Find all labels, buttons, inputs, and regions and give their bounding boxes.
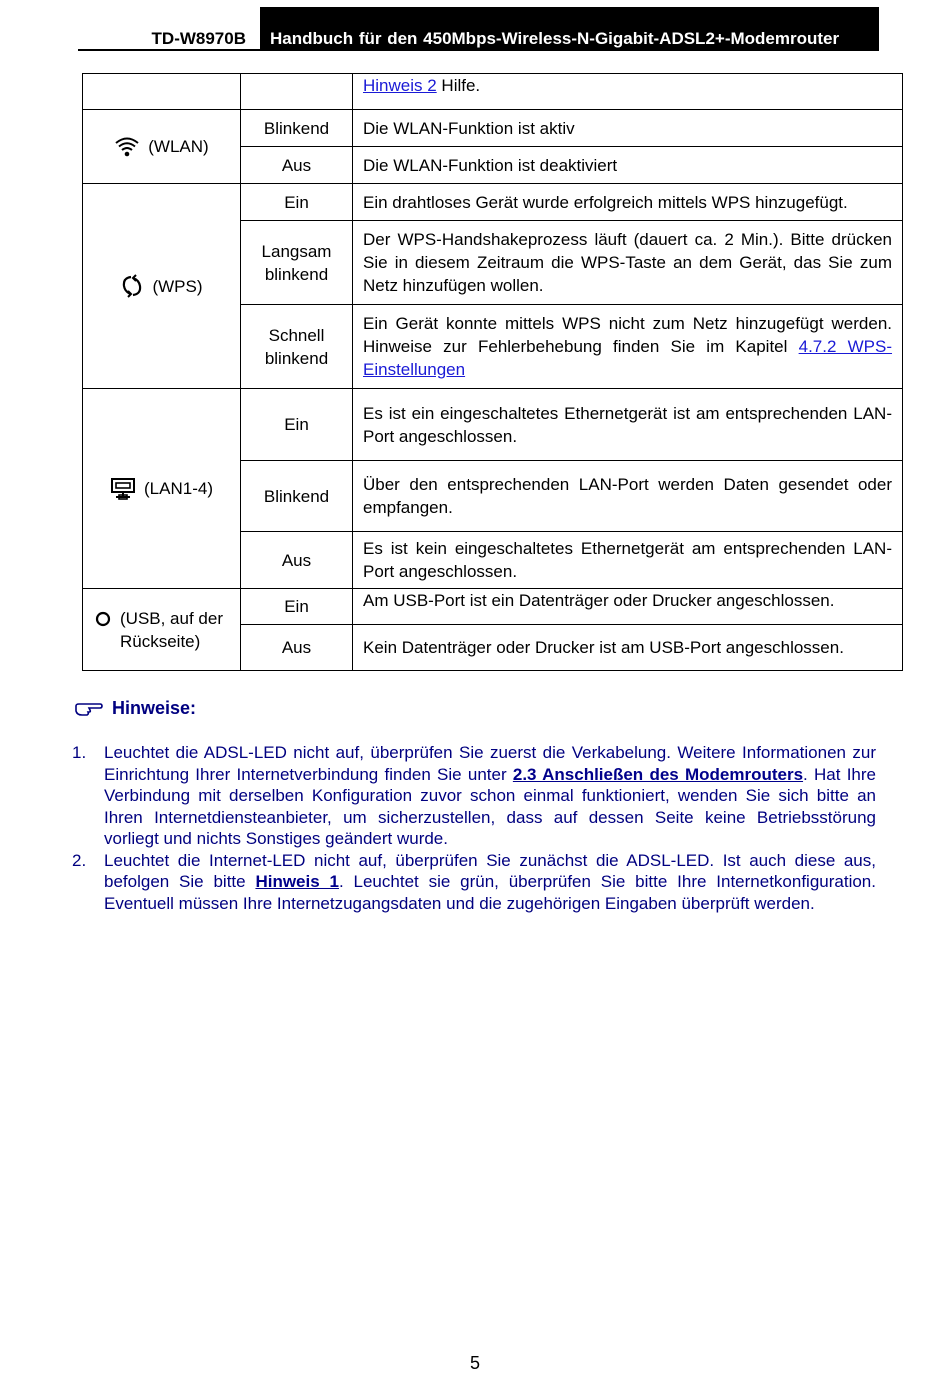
top-row-text: Hilfe.	[436, 76, 481, 95]
led-state: Ein	[241, 184, 353, 221]
note-text	[104, 850, 876, 915]
lan-icon	[110, 477, 136, 501]
led-state: Blinkend	[241, 110, 353, 147]
led-state: Ein	[241, 389, 353, 461]
hinweis-1-link[interactable]: Hinweis 1	[255, 872, 339, 891]
list-item	[72, 850, 876, 915]
led-name-cell-lan	[83, 389, 241, 589]
led-description: Die WLAN-Funktion ist deaktiviert	[353, 147, 903, 184]
led-name-usb: (USB, auf der Rückseite)	[120, 608, 223, 651]
led-state: Aus	[241, 147, 353, 184]
usb-circle-icon	[95, 611, 111, 627]
led-name-cell-usb	[83, 589, 241, 671]
table-cell	[353, 74, 903, 110]
wps-settings-link[interactable]: 4.7.2 WPS-Einstellungen	[363, 337, 893, 379]
wps-fail-text: Ein Gerät konnte mittels WPS nicht zum Netz hinzugefügt werden. Hinweise zur Fehlerbehebung finden Sie im Kapitel	[363, 314, 892, 356]
header-rule	[78, 49, 260, 51]
led-name-wps: (WPS)	[152, 276, 203, 296]
led-description: Am USB-Port ist ein Datenträger oder Drucker angeschlossen.	[353, 589, 903, 625]
table-row	[83, 184, 903, 221]
table-row	[83, 74, 903, 110]
led-state: Ein	[241, 589, 353, 625]
wifi-icon	[114, 136, 140, 158]
table-cell	[241, 74, 353, 110]
list-item	[72, 742, 876, 850]
anschliessen-link[interactable]: 2.3 Anschließen des Modemrouters	[512, 764, 804, 784]
pointing-hand-icon	[74, 700, 104, 718]
note-text	[104, 742, 876, 850]
led-state: Langsam blinkend	[241, 221, 353, 305]
table-row	[83, 389, 903, 461]
table-cell	[83, 74, 241, 110]
led-state: Aus	[241, 532, 353, 589]
led-description: Es ist ein eingeschaltetes Ethernetgerät ist am entsprechenden LAN-Port angeschlossen.	[353, 389, 903, 461]
note-number: 2.	[72, 850, 87, 870]
notes-heading-text: Hinweise:	[112, 698, 197, 718]
led-description: Ein drahtloses Gerät wurde erfolgreich mittels WPS hinzugefügt.	[353, 184, 903, 221]
note-text-part: Leuchtet die Internet-LED nicht auf, überprüfen Sie zunächst die ADSL-LED. Ist auch diese aus, befolgen Sie bitte	[104, 850, 876, 891]
header-model: TD-W8970B	[151, 29, 246, 48]
note-number: 1.	[72, 743, 87, 762]
led-state: Schnell blinkend	[241, 305, 353, 389]
notes-heading	[74, 698, 196, 719]
led-name-wlan: (WLAN)	[148, 137, 209, 156]
table-row	[83, 110, 903, 147]
led-description: Es ist kein eingeschaltetes Ethernetgerät am entsprechenden LAN-Port angeschlossen.	[353, 532, 903, 589]
wps-icon	[120, 274, 144, 298]
hinweis-2-link[interactable]: Hinweis 2	[363, 76, 437, 95]
note-text-part: . Leuchtet sie grün, überprüfen Sie bitte Ihre Internetkonfiguration. Eventuell müssen Ihre Internetzugangsdaten und die zugehörigen Eingaben überprüft werden.	[104, 872, 876, 913]
led-status-table	[82, 73, 903, 671]
led-description: Der WPS-Handshakeprozess läuft (dauert ca. 2 Min.). Bitte drücken Sie in diesem Zeitraum die WPS-Taste an dem Gerät, das Sie zum Netz hinzufügen wollen.	[353, 221, 903, 305]
header-title: Handbuch für den 450Mbps-Wireless-N-Gigabit-ADSL2+-Modemrouter	[260, 7, 879, 51]
note-text-part: Leuchtet die ADSL-LED nicht auf, überprüfen Sie zuerst die Verkabelung. Weitere Informationen zur Einrichtung Ihrer Internetverbindung finden Sie unter	[104, 743, 876, 784]
notes-list	[72, 742, 876, 914]
led-description	[353, 305, 903, 389]
led-description: Die WLAN-Funktion ist aktiv	[353, 110, 903, 147]
led-name-cell-wps	[83, 184, 241, 389]
led-description: Über den entsprechenden LAN-Port werden Daten gesendet oder empfangen.	[353, 461, 903, 532]
page-number: 5	[469, 1353, 480, 1373]
table-row	[83, 589, 903, 625]
led-name-cell-wlan	[83, 110, 241, 184]
led-description: Kein Datenträger oder Drucker ist am USB-Port angeschlossen.	[353, 625, 903, 671]
led-state: Blinkend	[241, 461, 353, 532]
note-text-part: . Hat Ihre Verbindung mit derselben Konfiguration zuvor schon einmal funktioniert, wenden Sie sich bitte an Ihren Internetdiensteanbieter, um sicherzustellen, dass auf dessen Seite keine Betriebsstörung vorliegt und nichts Sonstiges geändert wurde.	[104, 764, 877, 848]
led-state: Aus	[241, 625, 353, 671]
led-name-lan: (LAN1-4)	[144, 479, 213, 498]
